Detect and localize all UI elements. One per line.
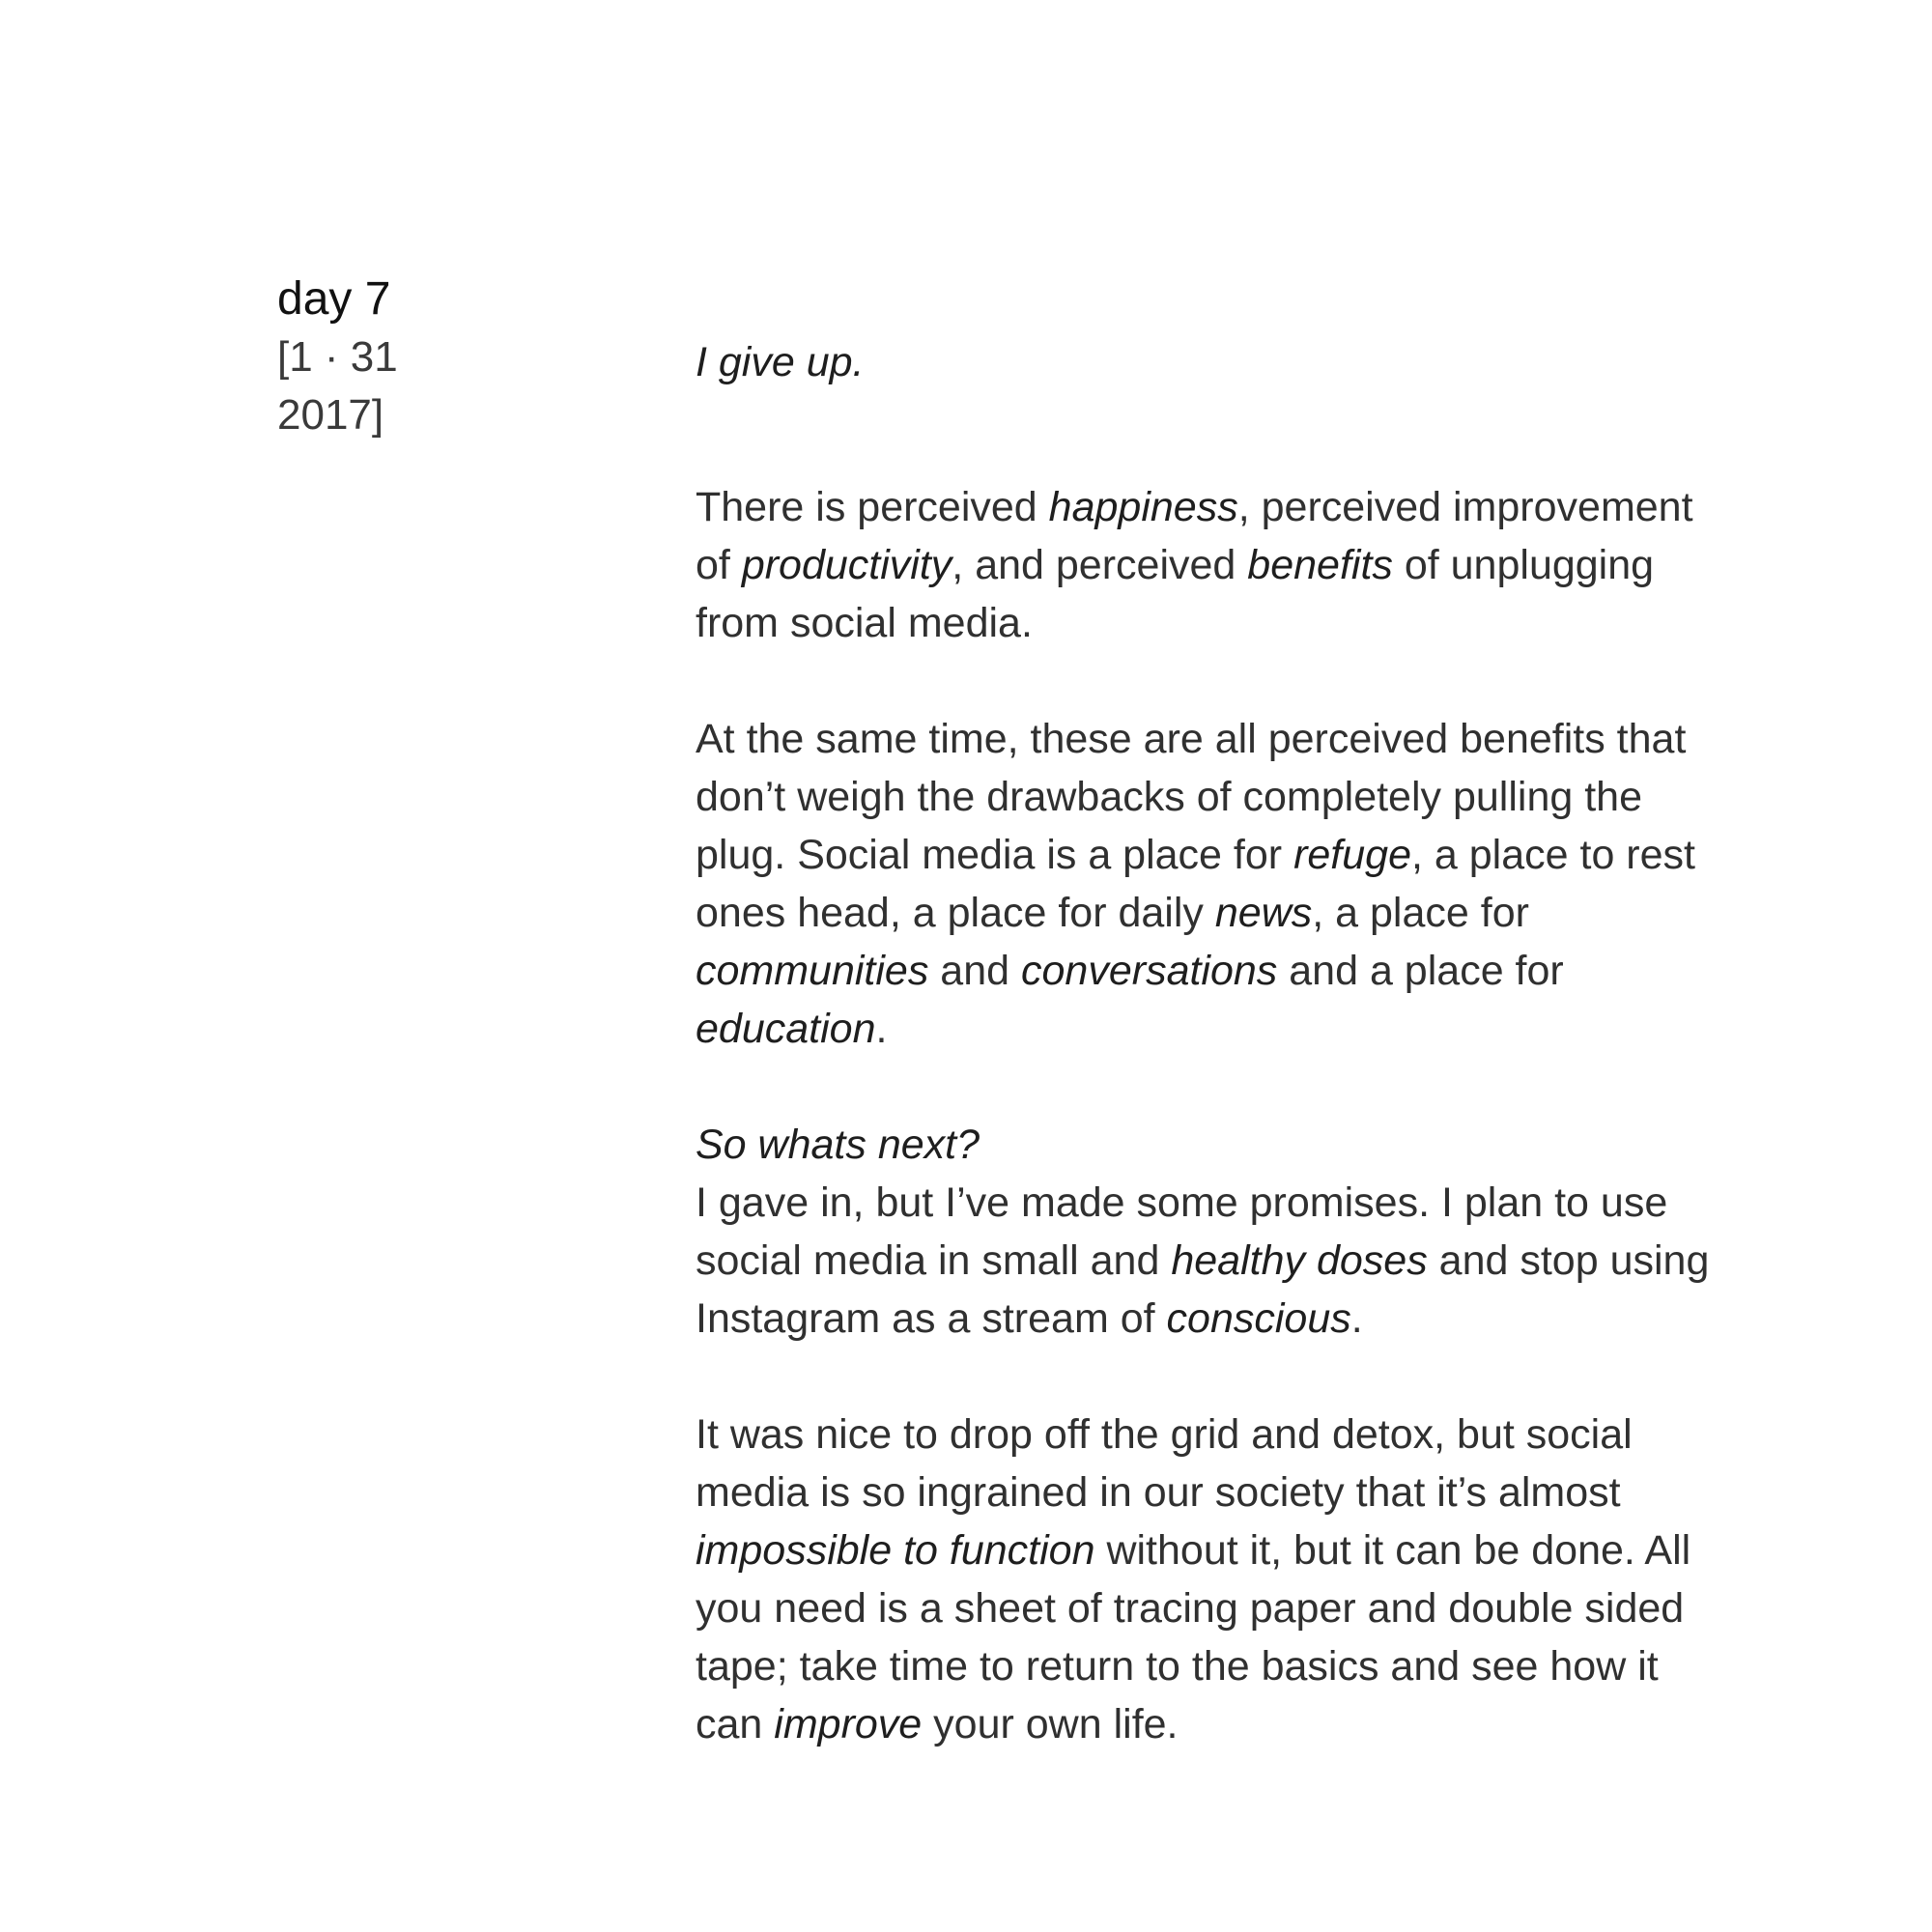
text-run: . xyxy=(1350,1295,1363,1342)
opening-text: I give up. xyxy=(696,339,865,385)
paragraph-drawbacks xyxy=(696,710,1710,1058)
text-run: and a place for xyxy=(1277,948,1564,994)
text-run: . xyxy=(875,1006,888,1052)
text-run: At the same time, these are all perceived benefits that don’t weigh the drawbacks of completely pulling the plug. Social media is a place for xyxy=(696,716,1687,878)
text-run: , a place to rest ones head, a place for daily xyxy=(696,832,1695,936)
emphasis-benefits: benefits xyxy=(1247,542,1393,588)
emphasis-communities: communities xyxy=(696,948,929,994)
question-text: So whats next? xyxy=(696,1122,980,1168)
paragraph-perceived-benefits xyxy=(696,478,1710,652)
text-run: It was nice to drop off the grid and detox, but social media is so ingrained in our society that it’s almost xyxy=(696,1411,1633,1516)
emphasis-conversations: conversations xyxy=(1021,948,1278,994)
emphasis-improve: improve xyxy=(774,1701,923,1747)
text-run: , and perceived xyxy=(952,542,1248,588)
opening-line xyxy=(696,333,1710,391)
text-run: I gave in, but I’ve made some promises. I plan to use social media in small and xyxy=(696,1179,1668,1284)
emphasis-happiness: happiness xyxy=(1048,484,1238,530)
date-line-2: 2017] xyxy=(277,391,384,439)
emphasis-refuge: refuge xyxy=(1293,832,1411,878)
emphasis-education: education xyxy=(696,1006,876,1052)
emphasis-impossible-to-function: impossible to function xyxy=(696,1527,1095,1574)
text-run: , perceived improvement of xyxy=(696,484,1693,588)
question-line xyxy=(696,1116,1710,1174)
text-run: and stop using Instagram as a stream of xyxy=(696,1237,1710,1342)
day-heading: day 7 xyxy=(277,273,391,325)
entry-body xyxy=(696,333,1710,1753)
emphasis-healthy-doses: healthy doses xyxy=(1171,1237,1428,1284)
emphasis-news: news xyxy=(1214,890,1313,936)
entry-date-block xyxy=(277,270,528,444)
text-run: and xyxy=(928,948,1021,994)
text-run: of unplugging from social media. xyxy=(696,542,1655,646)
emphasis-productivity: productivity xyxy=(741,542,952,588)
paragraph-promises xyxy=(696,1174,1710,1348)
text-run: , a place for xyxy=(1312,890,1529,936)
text-run: without it, but it can be done. All you need is a sheet of tracing paper and double sided tape; take time to return to the basics and see how it can xyxy=(696,1527,1691,1747)
date-line-1: [1 · 31 xyxy=(277,333,398,381)
emphasis-conscious: conscious xyxy=(1166,1295,1351,1342)
paragraph-conclusion xyxy=(696,1406,1710,1753)
text-run: There is perceived xyxy=(696,484,1049,530)
text-run: your own life. xyxy=(922,1701,1179,1747)
